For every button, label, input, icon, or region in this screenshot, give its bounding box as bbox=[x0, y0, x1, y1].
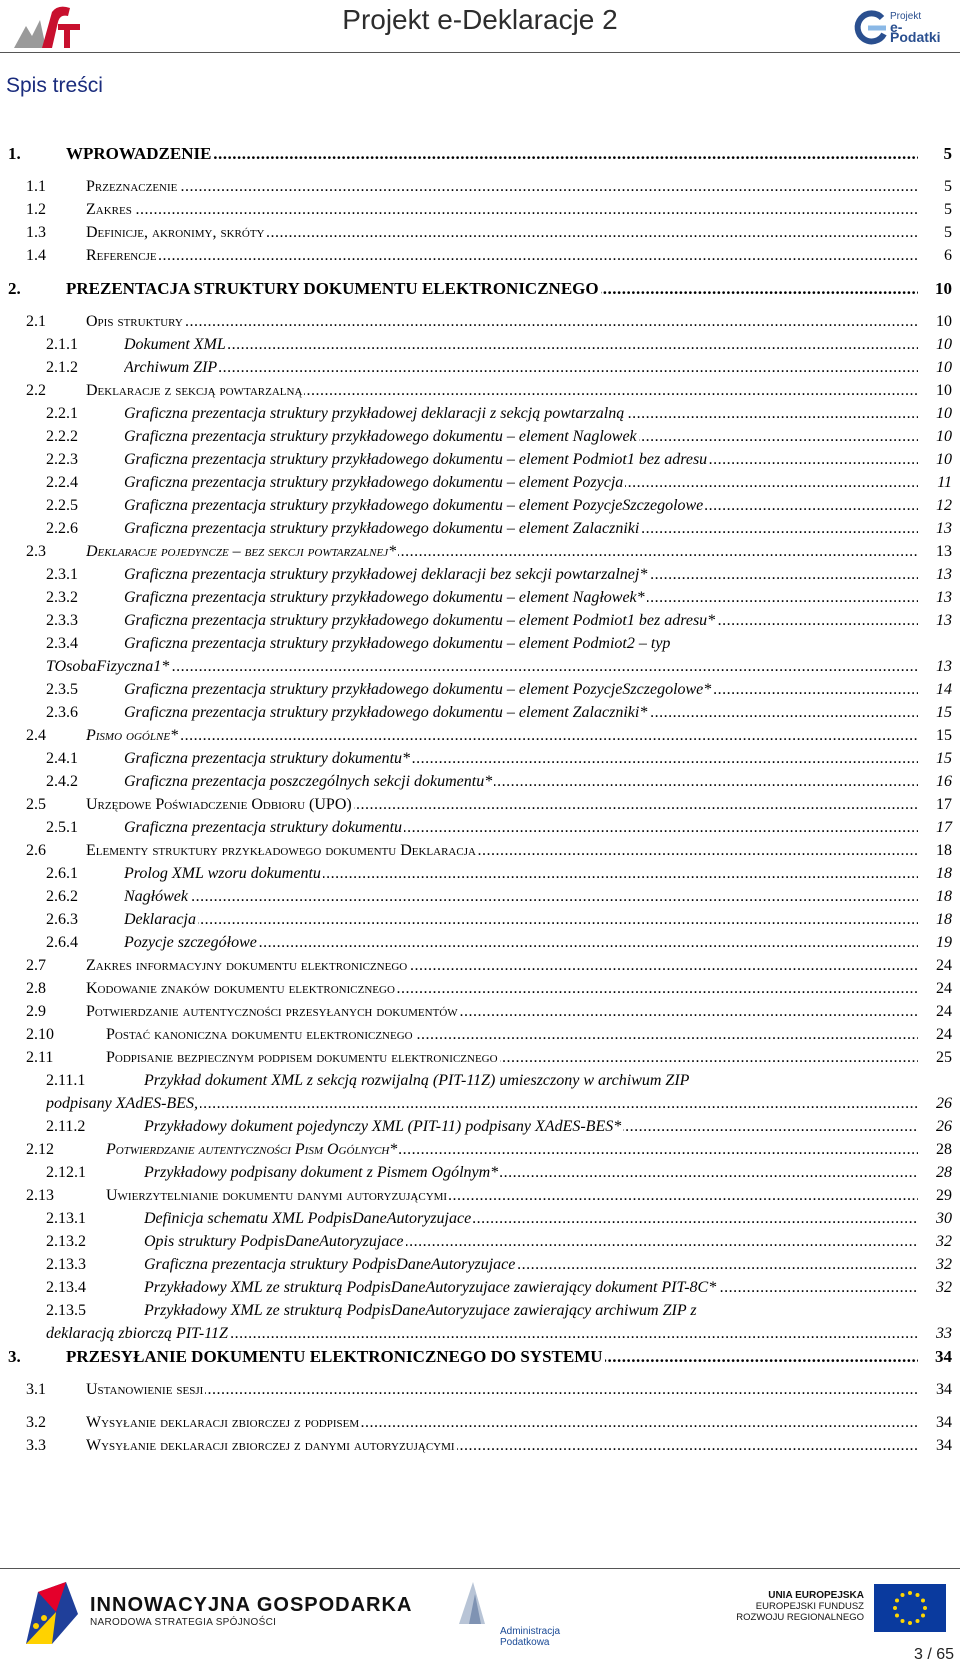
toc-entry-title: Wysyłanie deklaracji zbiorczej z podpisem bbox=[86, 1414, 360, 1431]
toc-entry-title: Przykładowy XML ze strukturą PodpisDaneAutoryzujace zawierający archiwum ZIP z bbox=[144, 1302, 697, 1319]
toc-entry[interactable] bbox=[8, 143, 952, 165]
toc-entry[interactable] bbox=[46, 472, 952, 494]
toc-entry-title: Przykład dokument XML z sekcją rozwijalną (PIT-11Z) umieszczony w archiwum ZIP bbox=[144, 1072, 690, 1089]
toc-entry-title: Definicja schematu XML PodpisDaneAutoryzujace bbox=[144, 1210, 472, 1227]
toc-entry-title: Urzędowe Poświadczenie Odbioru (UPO) bbox=[86, 796, 352, 813]
toc-entry-page: 15 bbox=[936, 727, 952, 744]
toc-entry-page: 16 bbox=[936, 773, 952, 790]
toc-entry-page: 13 bbox=[936, 566, 952, 583]
toc-entry-number: 2.6.4 bbox=[46, 934, 78, 951]
toc-entry-page: 26 bbox=[936, 1095, 952, 1112]
eu-star-icon bbox=[893, 1606, 897, 1610]
toc-entry[interactable] bbox=[46, 1162, 952, 1184]
toc-entry-page: 30 bbox=[936, 1210, 952, 1227]
toc-entry-page: 24 bbox=[936, 957, 952, 974]
toc-entry-number: 2.13.3 bbox=[46, 1256, 86, 1273]
adm-line1: Administracja bbox=[500, 1626, 561, 1637]
toc-entry-title: Postać kanoniczna dokumentu elektronicznego bbox=[106, 1026, 413, 1043]
toc-entry-title: Definicje, akronimy, skróty bbox=[86, 224, 265, 241]
toc-entry[interactable] bbox=[26, 955, 952, 977]
toc-entry[interactable] bbox=[46, 656, 952, 678]
toc-entry-page: 34 bbox=[936, 1414, 952, 1431]
toc-entry-number: 2.3.6 bbox=[46, 704, 78, 721]
toc-entry[interactable] bbox=[46, 679, 952, 701]
toc-entry-title: PREZENTACJA STRUKTURY DOKUMENTU ELEKTRONICZNEGO bbox=[66, 279, 599, 298]
page-footer bbox=[0, 1570, 960, 1667]
logo-right-line2: e-Podatki bbox=[890, 19, 941, 45]
toc-entry-title: Graficzna prezentacja struktury dokumentu* bbox=[124, 750, 411, 767]
toc-entry-page: 28 bbox=[936, 1164, 952, 1181]
toc-entry-page: 32 bbox=[936, 1233, 952, 1250]
toc-entry-title: Podpisanie bezpiecznym podpisem dokumentu elektronicznego bbox=[106, 1049, 498, 1066]
toc-entry-title: Graficzna prezentacja poszczególnych sekcji dokumentu* bbox=[124, 773, 493, 790]
ue-line2: EUROPEJSKI FUNDUSZ bbox=[755, 1601, 864, 1612]
toc-entry-title: TOsobaFizyczna1* bbox=[46, 658, 170, 675]
toc-entry-number: 2.11 bbox=[26, 1049, 54, 1066]
toc-entry[interactable] bbox=[46, 518, 952, 540]
toc-entry-page: 18 bbox=[936, 911, 952, 928]
toc-entry-number: 2.2.2 bbox=[46, 428, 78, 445]
toc-entry-title: Przeznaczenie bbox=[86, 178, 178, 195]
toc-entry-page: 15 bbox=[936, 704, 952, 721]
eu-star-icon bbox=[908, 1591, 912, 1595]
toc-entry-number: 2. bbox=[8, 279, 21, 298]
toc-entry-page: 6 bbox=[944, 247, 952, 264]
toc-entry-number: 2.3.5 bbox=[46, 681, 78, 698]
toc-entry-page: 10 bbox=[936, 336, 952, 353]
toc-entry[interactable] bbox=[46, 564, 952, 586]
toc-entry-title: Zakres informacyjny dokumentu elektronicznego bbox=[86, 957, 408, 974]
toc-entry-number: 1. bbox=[8, 144, 21, 163]
toc-entry[interactable] bbox=[46, 1093, 952, 1115]
toc-entry-number: 2.2.6 bbox=[46, 520, 78, 537]
toc-entry-title: Prolog XML wzoru dokumentu bbox=[124, 865, 321, 882]
toc-entry-page: 18 bbox=[936, 865, 952, 882]
e-podatki-logo bbox=[852, 10, 952, 46]
toc-entry-page: 25 bbox=[936, 1049, 952, 1066]
toc-entry-title: Potwierdzanie autentyczności przesyłanych dokumentów bbox=[86, 1003, 458, 1020]
logo-right-line1: Projekt bbox=[890, 11, 922, 22]
toc-entry-title: WPROWADZENIE bbox=[66, 144, 212, 163]
eu-star-icon bbox=[916, 1619, 920, 1623]
toc-entry-number: 2.1 bbox=[26, 313, 46, 330]
toc-entry-number: 2.2.1 bbox=[46, 405, 78, 422]
toc-entry-number: 1.2 bbox=[26, 201, 46, 218]
toc-entry-page: 13 bbox=[936, 612, 952, 629]
eu-star-icon bbox=[901, 1593, 905, 1597]
toc-entry-title: Kodowanie znaków dokumentu elektronicznego bbox=[86, 980, 395, 997]
toc-entry[interactable] bbox=[46, 748, 952, 770]
toc-entry[interactable] bbox=[46, 1323, 952, 1345]
toc-entry-page: 17 bbox=[936, 796, 952, 813]
toc-entry-title: Graficzna prezentacja struktury przykładowego dokumentu – element Zalaczniki* bbox=[124, 704, 648, 721]
toc-entry-title: Graficzna prezentacja struktury przykładowego dokumentu – element Podmiot2 – typ bbox=[124, 635, 671, 652]
toc-entry-page: 11 bbox=[937, 474, 952, 491]
toc-entry-number: 2.3 bbox=[26, 543, 46, 560]
toc-entry-page: 13 bbox=[936, 589, 952, 606]
toc-entry-number: 1.3 bbox=[26, 224, 46, 241]
toc-entry-page: 34 bbox=[936, 1381, 952, 1398]
document-title: Projekt e-Deklaracje 2 bbox=[342, 4, 618, 35]
toc-entry-number: 2.6.2 bbox=[46, 888, 78, 905]
toc-entry-number: 2.13 bbox=[26, 1187, 54, 1204]
toc-entry[interactable] bbox=[26, 1139, 952, 1161]
toc-entry-page: 32 bbox=[936, 1279, 952, 1296]
toc-entry-number: 2.6.1 bbox=[46, 865, 78, 882]
toc-entry-number: 2.1.1 bbox=[46, 336, 78, 353]
toc-entry-page: 5 bbox=[943, 144, 952, 163]
toc-entry[interactable] bbox=[46, 357, 952, 379]
toc-entry[interactable] bbox=[26, 725, 952, 747]
toc-entry-title: Opis struktury bbox=[86, 313, 183, 330]
header-divider bbox=[0, 52, 960, 53]
toc-entry-number: 2.1.2 bbox=[46, 359, 78, 376]
toc-entry[interactable] bbox=[46, 587, 952, 609]
eu-star-icon bbox=[901, 1619, 905, 1623]
toc-entry-number: 2.2.5 bbox=[46, 497, 78, 514]
toc-entry[interactable] bbox=[46, 886, 952, 908]
toc-entry-title: Deklaracja bbox=[124, 911, 196, 928]
toc-entry[interactable] bbox=[26, 1435, 952, 1457]
toc-entry[interactable] bbox=[26, 794, 952, 816]
toc-entry-title: Przykładowy podpisany dokument z Pismem Ogólnym* bbox=[144, 1164, 499, 1181]
administracja-podatkowa-logo-icon bbox=[455, 1576, 489, 1626]
toc-entry-title: Archiwum ZIP bbox=[124, 359, 218, 376]
toc-entry-title: Graficzna prezentacja struktury przykładowego dokumentu – element Podmiot1 bez adresu* bbox=[124, 612, 716, 629]
toc-entry[interactable] bbox=[26, 1024, 952, 1046]
toc-entry[interactable] bbox=[26, 1412, 952, 1434]
toc-entry-number: 2.13.5 bbox=[46, 1302, 86, 1319]
toc-entry-page: 5 bbox=[944, 224, 952, 241]
toc-entry-title: Graficzna prezentacja struktury PodpisDaneAutoryzujace bbox=[144, 1256, 516, 1273]
toc-entry[interactable] bbox=[46, 633, 952, 655]
toc-entry-title: Graficzna prezentacja struktury przykładowej deklaracji z sekcją powtarzalną bbox=[124, 405, 625, 422]
toc-entry[interactable] bbox=[46, 610, 952, 632]
toc-entry-page: 34 bbox=[936, 1437, 952, 1454]
toc-entry-title: Graficzna prezentacja struktury przykładowej deklaracji bez sekcji powtarzalnej* bbox=[124, 566, 648, 583]
toc-entry-number: 2.3.4 bbox=[46, 635, 78, 652]
toc-entry-title: Graficzna prezentacja struktury przykładowego dokumentu – element Nagłowek* bbox=[124, 589, 645, 606]
eu-star-icon bbox=[908, 1621, 912, 1625]
toc-entry[interactable] bbox=[46, 449, 952, 471]
toc-entry[interactable] bbox=[26, 1379, 952, 1401]
toc-entry-page: 10 bbox=[936, 313, 952, 330]
eu-star-icon bbox=[895, 1614, 899, 1618]
toc-entry-number: 3.1 bbox=[26, 1381, 46, 1398]
toc-entry-page: 10 bbox=[936, 359, 952, 376]
toc-entry[interactable] bbox=[26, 1001, 952, 1023]
toc-entry-page: 10 bbox=[936, 451, 952, 468]
toc-entry-page: 17 bbox=[936, 819, 952, 836]
toc-entry-number: 2.10 bbox=[26, 1026, 54, 1043]
toc-entry-title: Graficzna prezentacja struktury przykładowego dokumentu – element Podmiot1 bez adresu bbox=[124, 451, 708, 468]
e-podatki-icon bbox=[852, 10, 888, 46]
toc-entry[interactable] bbox=[46, 932, 952, 954]
toc-entry-title: Elementy struktury przykładowego dokumentu Deklaracja bbox=[86, 842, 476, 859]
footer-divider bbox=[0, 1568, 960, 1569]
toc-entry-page: 24 bbox=[936, 1026, 952, 1043]
toc-entry-title: Graficzna prezentacja struktury przykładowego dokumentu – element PozycjeSzczegolowe* bbox=[124, 681, 712, 698]
toc-entry-number: 2.3.1 bbox=[46, 566, 78, 583]
toc-entry[interactable] bbox=[8, 1346, 952, 1368]
toc-entry-page: 12 bbox=[936, 497, 952, 514]
toc-entry-number: 3. bbox=[8, 1347, 21, 1366]
eu-star-icon bbox=[923, 1606, 927, 1610]
toc-entry[interactable] bbox=[46, 702, 952, 724]
toc-entry-title: Graficzna prezentacja struktury przykładowego dokumentu – element PozycjeSzczegolowe bbox=[124, 497, 704, 514]
toc-entry-title: Wysyłanie deklaracji zbiorczej z danymi autoryzującymi bbox=[86, 1437, 455, 1454]
toc-entry[interactable] bbox=[26, 978, 952, 1000]
toc-entry-number: 1.4 bbox=[26, 247, 46, 264]
ue-line1: UNIA EUROPEJSKA bbox=[768, 1590, 864, 1601]
toc-entry-title: Referencje bbox=[86, 247, 157, 264]
toc-entry-title: Graficzna prezentacja struktury dokumentu bbox=[124, 819, 403, 836]
toc-entry[interactable] bbox=[46, 771, 952, 793]
toc-entry[interactable] bbox=[26, 1047, 952, 1069]
toc-entry-number: 2.7 bbox=[26, 957, 46, 974]
toc-entry-page: 13 bbox=[936, 658, 952, 675]
toc-entry-title: PRZESYŁANIE DOKUMENTU ELEKTRONICZNEGO DO SYSTEMU bbox=[66, 1347, 603, 1366]
toc-entry-page: 13 bbox=[936, 543, 952, 560]
toc-entry[interactable] bbox=[8, 278, 952, 300]
toc-entry-page: 5 bbox=[944, 201, 952, 218]
toc-entry[interactable] bbox=[46, 909, 952, 931]
adm-line2: Podatkowa bbox=[500, 1637, 550, 1648]
ue-line3: ROZWOJU REGIONALNEGO bbox=[736, 1612, 864, 1623]
toc-entry-title: Zakres bbox=[86, 201, 132, 218]
toc-entry[interactable] bbox=[46, 1116, 952, 1138]
toc-entry[interactable] bbox=[46, 1231, 952, 1253]
toc-entry-page: 18 bbox=[936, 888, 952, 905]
toc-entry[interactable] bbox=[26, 840, 952, 862]
toc-entry[interactable] bbox=[46, 817, 952, 839]
toc-entry-number: 3.2 bbox=[26, 1414, 46, 1431]
toc-entry-page: 26 bbox=[936, 1118, 952, 1135]
toc-entry[interactable] bbox=[26, 380, 952, 402]
toc-entry-number: 2.13.4 bbox=[46, 1279, 86, 1296]
toc-entry[interactable] bbox=[46, 403, 952, 425]
toc-entry-page: 29 bbox=[936, 1187, 952, 1204]
toc-entry-page: 28 bbox=[936, 1141, 952, 1158]
toc-entry-page: 10 bbox=[936, 382, 952, 399]
toc-entry-page: 18 bbox=[936, 842, 952, 859]
toc-entry-number: 2.8 bbox=[26, 980, 46, 997]
eu-star-icon bbox=[916, 1593, 920, 1597]
toc-entry-title: podpisany XAdES-BES, bbox=[46, 1095, 198, 1112]
toc-entry-number: 2.4 bbox=[26, 727, 46, 744]
ig-subtitle: NARODOWA STRATEGIA SPÓJNOŚCI bbox=[90, 1617, 277, 1628]
eu-star-icon bbox=[921, 1614, 925, 1618]
toc-entry-number: 2.11.2 bbox=[46, 1118, 86, 1135]
toc-entry-number: 3.3 bbox=[26, 1437, 46, 1454]
toc-entry-title: Graficzna prezentacja struktury przykładowego dokumentu – element Zalaczniki bbox=[124, 520, 640, 537]
toc-entry-page: 10 bbox=[936, 428, 952, 445]
toc-entry-title: Przykładowy XML ze strukturą PodpisDaneAutoryzujace zawierający dokument PIT-8C* bbox=[144, 1279, 717, 1296]
toc-entry-title: Deklaracje z sekcją powtarzalną bbox=[86, 382, 303, 399]
toc-entry-page: 19 bbox=[936, 934, 952, 951]
toc-entry-page: 33 bbox=[936, 1325, 952, 1342]
toc-entry-number: 2.3.3 bbox=[46, 612, 78, 629]
toc-entry-number: 1.1 bbox=[26, 178, 46, 195]
toc-entry-page: 10 bbox=[936, 405, 952, 422]
eu-flag-icon bbox=[874, 1584, 946, 1632]
page-header bbox=[0, 0, 960, 56]
toc-entry-number: 2.2 bbox=[26, 382, 46, 399]
toc-entry-title: deklaracją zbiorczą PIT-11Z bbox=[46, 1325, 228, 1342]
toc-entry-page: 32 bbox=[936, 1256, 952, 1273]
toc-entry[interactable] bbox=[26, 222, 952, 244]
toc-heading: Spis treści bbox=[6, 74, 103, 97]
toc-entry-number: 2.2.4 bbox=[46, 474, 78, 491]
innowacyjna-gospodarka-logo-icon bbox=[22, 1578, 82, 1648]
toc-entry-number: 2.3.2 bbox=[46, 589, 78, 606]
toc-entry[interactable] bbox=[26, 1185, 952, 1207]
toc-entry-page: 15 bbox=[936, 750, 952, 767]
toc-entry-title: Przykładowy dokument pojedynczy XML (PIT-11) podpisany XAdES-BES* bbox=[144, 1118, 622, 1135]
toc-entry-title: Nagłówek bbox=[124, 888, 188, 905]
toc-entry[interactable] bbox=[26, 311, 952, 333]
toc-entry-number: 2.5.1 bbox=[46, 819, 78, 836]
toc-entry[interactable] bbox=[46, 1300, 952, 1322]
toc-entry-title: Graficzna prezentacja struktury przykładowego dokumentu – element Pozycja bbox=[124, 474, 624, 491]
toc-entry-number: 2.6 bbox=[26, 842, 46, 859]
toc-entry-number: 2.13.1 bbox=[46, 1210, 86, 1227]
toc-entry-number: 2.9 bbox=[26, 1003, 46, 1020]
toc-entry-page: 24 bbox=[936, 980, 952, 997]
toc-entry-number: 2.13.2 bbox=[46, 1233, 86, 1250]
toc-entry-number: 2.4.1 bbox=[46, 750, 78, 767]
toc-entry[interactable] bbox=[46, 1208, 952, 1230]
toc-entry[interactable] bbox=[46, 1277, 952, 1299]
toc-entry-title: Deklaracje pojedyncze – bez sekcji powtarzalnej* bbox=[86, 543, 397, 560]
eu-star-icon bbox=[895, 1599, 899, 1603]
toc-entry-title: Uwierzytelnianie dokumentu danymi autoryzującymi bbox=[106, 1187, 448, 1204]
toc-entry[interactable] bbox=[26, 176, 952, 198]
toc-entry-number: 2.11.1 bbox=[46, 1072, 86, 1089]
toc-entry-page: 14 bbox=[936, 681, 952, 698]
toc-entry-number: 2.12 bbox=[26, 1141, 54, 1158]
toc-entry[interactable] bbox=[46, 334, 952, 356]
page-number: 3 / 65 bbox=[913, 1646, 954, 1663]
toc-entry-number: 2.2.3 bbox=[46, 451, 78, 468]
toc-entry-title: Ustanowienie sesji bbox=[86, 1381, 204, 1398]
toc-entry-page: 24 bbox=[936, 1003, 952, 1020]
toc-entry-number: 2.5 bbox=[26, 796, 46, 813]
eu-star-icon bbox=[921, 1599, 925, 1603]
toc-entry[interactable] bbox=[46, 1254, 952, 1276]
toc-entry-title: Pozycje szczegółowe bbox=[124, 934, 257, 951]
toc-entry-number: 2.12.1 bbox=[46, 1164, 86, 1181]
toc-entry-title: Pismo ogólne* bbox=[86, 727, 179, 744]
toc-entry-title: Dokument XML bbox=[124, 336, 226, 353]
toc-entry-title: Opis struktury PodpisDaneAutoryzujace bbox=[144, 1233, 404, 1250]
toc-entry-page: 10 bbox=[935, 279, 952, 298]
toc-entry[interactable] bbox=[46, 863, 952, 885]
toc-entry[interactable] bbox=[46, 495, 952, 517]
toc-entry-number: 2.6.3 bbox=[46, 911, 78, 928]
toc-entry-page: 34 bbox=[935, 1347, 952, 1366]
toc-entry[interactable] bbox=[26, 541, 952, 563]
toc-entry[interactable] bbox=[46, 426, 952, 448]
toc-entry-title: Graficzna prezentacja struktury przykładowego dokumentu – element Naglowek bbox=[124, 428, 637, 445]
toc-entry[interactable] bbox=[46, 1070, 952, 1092]
toc-entry[interactable] bbox=[26, 245, 952, 267]
toc-entry-title: Potwierdzanie autentyczności Pism Ogólnych* bbox=[106, 1141, 398, 1158]
toc-entry-number: 2.4.2 bbox=[46, 773, 78, 790]
ig-title: INNOWACYJNA GOSPODARKA bbox=[90, 1594, 413, 1616]
toc-entry-page: 5 bbox=[944, 178, 952, 195]
toc-entry[interactable] bbox=[26, 199, 952, 221]
toc-entry-page: 13 bbox=[936, 520, 952, 537]
